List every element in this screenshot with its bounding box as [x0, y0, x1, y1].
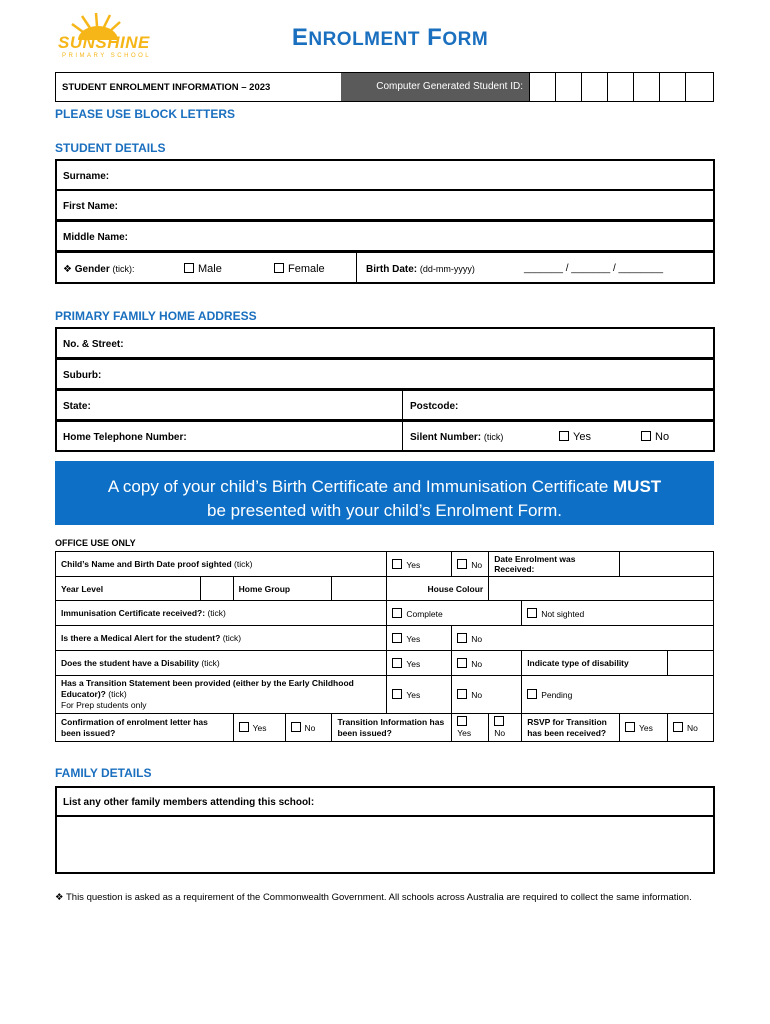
student-details-heading: STUDENT DETAILS	[55, 141, 166, 155]
house-colour-field[interactable]	[489, 577, 714, 601]
disability-yes-checkbox[interactable]: Yes	[387, 651, 452, 676]
home-group-field[interactable]	[332, 577, 387, 601]
first-name-field[interactable]: First Name:	[55, 189, 715, 221]
gender-label: ❖ Gender (tick):	[63, 264, 135, 275]
info-yes-checkbox[interactable]: Yes	[452, 714, 489, 742]
female-checkbox[interactable]: Female	[274, 263, 325, 275]
school-logo	[52, 12, 152, 64]
silent-number-label: Silent Number: (tick)	[410, 432, 504, 443]
family-members-field[interactable]	[55, 815, 715, 874]
logo-subtitle: PRIMARY SCHOOL	[62, 53, 152, 59]
student-id-label: Computer Generated Student ID:	[341, 73, 529, 101]
birth-date-label: Birth Date: (dd-mm-yyyy)	[366, 264, 475, 275]
proof-no-checkbox[interactable]: No	[452, 552, 489, 577]
proof-yes-checkbox[interactable]: Yes	[387, 552, 452, 577]
year-level-field[interactable]	[200, 577, 233, 601]
immunisation-not-sighted-checkbox[interactable]: Not sighted	[522, 601, 714, 626]
certificate-notice-banner: A copy of your child’s Birth Certificate and Immunisation Certificate MUST be presented with your child’s Enrolment Form.	[55, 461, 714, 525]
state-label: State:	[63, 401, 91, 412]
address-heading: PRIMARY FAMILY HOME ADDRESS	[55, 309, 257, 323]
surname-field[interactable]: Surname:	[55, 159, 715, 191]
header-strip	[55, 72, 714, 102]
silent-no-checkbox[interactable]: No	[641, 431, 669, 443]
transition-yes-checkbox[interactable]: Yes	[387, 676, 452, 714]
suburb-field[interactable]: Suburb:	[55, 358, 715, 390]
table-row: Is there a Medical Alert for the student? (tick) Yes No	[56, 626, 714, 651]
letter-yes-checkbox[interactable]: Yes	[233, 714, 285, 742]
phone-row	[55, 420, 715, 452]
student-id-cell[interactable]	[659, 73, 685, 101]
gender-birth-row	[55, 251, 715, 284]
rsvp-yes-checkbox[interactable]: Yes	[620, 714, 668, 742]
phone-label: Home Telephone Number:	[63, 432, 187, 443]
table-row: Immunisation Certificate received?: (tick) Complete Not sighted	[56, 601, 714, 626]
street-field[interactable]: No. & Street:	[55, 327, 715, 359]
disability-no-checkbox[interactable]: No	[452, 651, 522, 676]
student-id-cell[interactable]	[633, 73, 659, 101]
student-id-cell[interactable]	[685, 73, 713, 101]
postcode-label: Postcode:	[410, 401, 459, 412]
rsvp-no-checkbox[interactable]: No	[667, 714, 713, 742]
table-row: Has a Transition Statement been provided (either by the Early Childhood Educator)? (tick) For Prep students only Yes No Pending	[56, 676, 714, 714]
male-checkbox[interactable]: Male	[184, 263, 222, 275]
family-members-label-row: List any other family members attending this school:	[55, 786, 715, 817]
letter-no-checkbox[interactable]: No	[285, 714, 332, 742]
disability-type-field[interactable]	[667, 651, 713, 676]
student-id-cell[interactable]	[529, 73, 555, 101]
silent-yes-checkbox[interactable]: Yes	[559, 431, 591, 443]
footnote: ❖ This question is asked as a requirement of the Commonwealth Government. All schools across Australia are required to collect the same information.	[55, 892, 692, 903]
table-row: Confirmation of enrolment letter has been issued? Yes No Transition Information has been issued? Yes No RSVP for Transition has been received? Yes No	[56, 714, 714, 742]
date-received-field[interactable]	[620, 552, 714, 577]
office-use-heading: OFFICE USE ONLY	[55, 538, 136, 548]
table-row: Does the student have a Disability (tick) Yes No Indicate type of disability	[56, 651, 714, 676]
logo-name: SUNSHINE	[58, 33, 150, 52]
student-id-cell[interactable]	[581, 73, 607, 101]
info-no-checkbox[interactable]: No	[489, 714, 522, 742]
family-details-heading: FAMILY DETAILS	[55, 766, 152, 780]
office-use-table	[55, 551, 714, 742]
immunisation-complete-checkbox[interactable]: Complete	[387, 601, 522, 626]
middle-name-field[interactable]: Middle Name:	[55, 220, 715, 252]
student-id-cell[interactable]	[555, 73, 581, 101]
student-id-cell[interactable]	[607, 73, 633, 101]
page-title: ENROLMENT FORM	[291, 24, 489, 51]
medical-yes-checkbox[interactable]: Yes	[387, 626, 452, 651]
transition-no-checkbox[interactable]: No	[452, 676, 522, 714]
birth-date-input[interactable]: _______ / _______ / ________	[524, 263, 664, 274]
block-letters-note: PLEASE USE BLOCK LETTERS	[55, 107, 236, 121]
medical-no-checkbox[interactable]: No	[452, 626, 714, 651]
table-row: Year Level Home Group House Colour	[56, 577, 714, 601]
transition-pending-checkbox[interactable]: Pending	[522, 676, 714, 714]
header-label: STUDENT ENROLMENT INFORMATION – 2023	[62, 82, 271, 93]
table-row: Child’s Name and Birth Date proof sighted (tick) Yes No Date Enrolment was Received:	[56, 552, 714, 577]
state-postcode-row	[55, 389, 715, 421]
